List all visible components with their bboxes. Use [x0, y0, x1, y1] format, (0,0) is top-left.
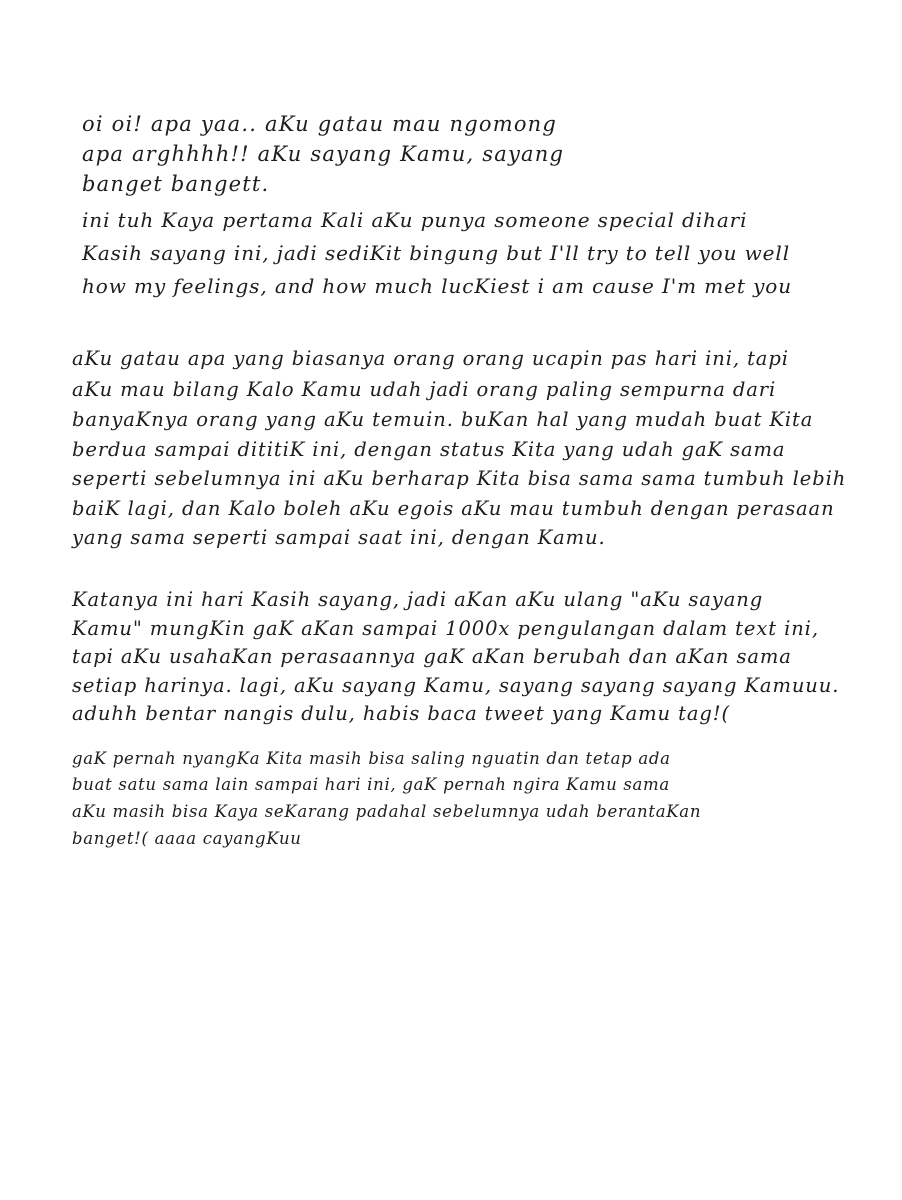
letter-line: gaK pernah nyangKa Kita masih bisa saling nguatin dan tetap ada — [72, 749, 671, 768]
letter-line: how my feelings, and how much lucKiest i am cause I'm met you — [82, 274, 793, 298]
letter-line: Kasih sayang ini, jadi sediKit bingung but I'll try to tell you well — [82, 241, 790, 265]
letter-line: seperti sebelumnya ini aKu berharap Kita bisa sama sama tumbuh lebih — [72, 467, 847, 490]
letter-line: buat satu sama lain sampai hari ini, gaK pernah ngira Kamu sama — [72, 775, 670, 794]
letter-line: aKu masih bisa Kaya seKarang padahal sebelumnya udah berantaKan — [72, 802, 702, 821]
letter-line: banget!( aaaa cayangKuu — [72, 829, 302, 848]
letter-line: Kamu" mungKin gaK aKan sampai 1000x pengulangan dalam text ini, — [72, 617, 819, 640]
letter-line: aKu mau bilang Kalo Kamu udah jadi orang paling sempurna dari — [72, 378, 777, 401]
letter-line: oi oi! apa yaa.. aKu gatau mau ngomong — [82, 112, 558, 136]
letter-line: banget bangett. — [82, 172, 270, 196]
letter-line: baiK lagi, dan Kalo boleh aKu egois aKu mau tumbuh dengan perasaan — [72, 497, 835, 520]
letter-line: berdua sampai dititiK ini, dengan status Kita yang udah gaK sama — [72, 438, 786, 461]
letter-line: aduhh bentar nangis dulu, habis baca tweet yang Kamu tag!( — [72, 702, 730, 725]
letter-line: yang sama seperti sampai saat ini, dengan Kamu. — [72, 526, 606, 549]
letter-line: apa arghhhh!! aKu sayang Kamu, sayang — [82, 142, 565, 166]
letter-line: ini tuh Kaya pertama Kali aKu punya someone special dihari — [82, 208, 748, 232]
letter-line: tapi aKu usahaKan perasaannya gaK aKan berubah dan aKan sama — [72, 645, 792, 668]
letter-line: banyaKnya orang yang aKu temuin. buKan hal yang mudah buat Kita — [72, 408, 814, 431]
letter-line: Katanya ini hari Kasih sayang, jadi aKan aKu ulang "aKu sayang — [72, 588, 764, 611]
letter-line: aKu gatau apa yang biasanya orang orang ucapin pas hari ini, tapi — [72, 347, 789, 370]
letter-line: setiap harinya. lagi, aKu sayang Kamu, sayang sayang sayang Kamuuu. — [72, 674, 840, 697]
